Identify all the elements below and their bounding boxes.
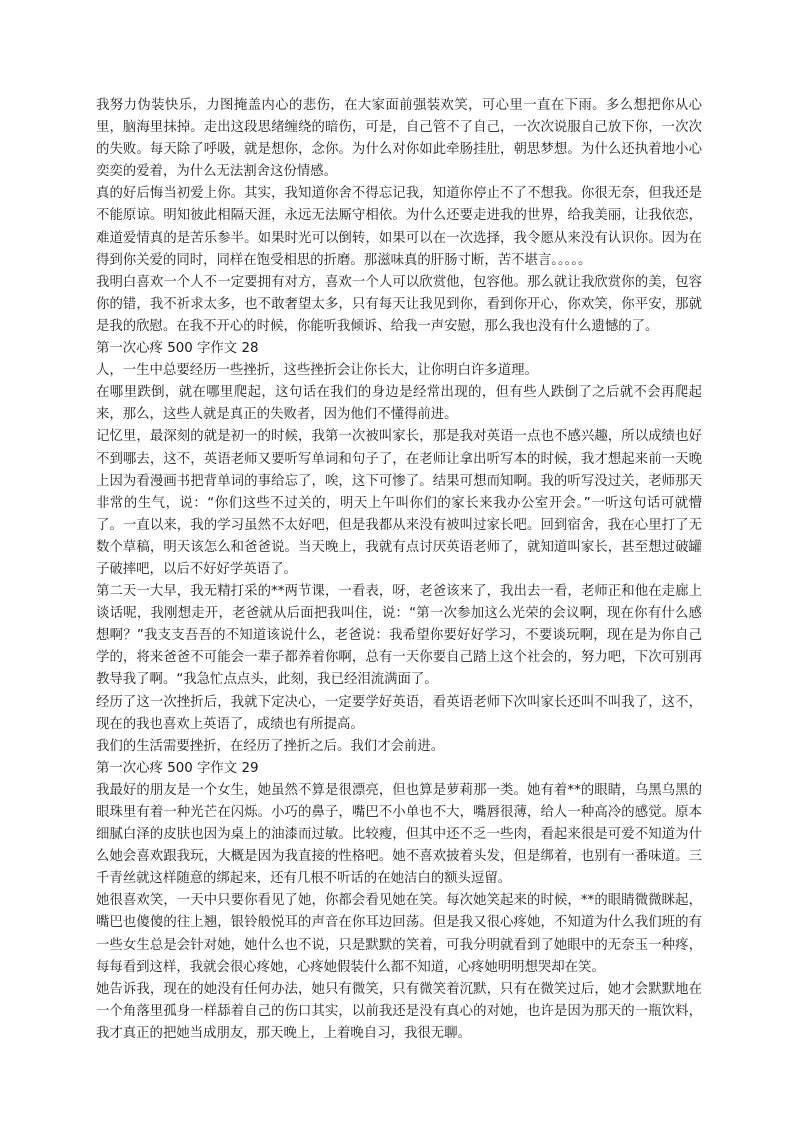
paragraph: 经历了这一次挫折后，我就下定决心，一定要学好英语，看英语老师下次叫家长还叫不叫我了，这不，现在的我也喜欢上英语了，成绩也有所提高。 xyxy=(96,694,702,732)
paragraph: 在哪里跌倒，就在哪里爬起，这句话在我们的身边是经常出现的，但有些人跌倒了之后就不会再爬起来，那么，这些人就是真正的失败者，因为他们不懂得前进。 xyxy=(96,385,702,423)
paragraph: 她很喜欢笑，一天中只要你看见了她，你都会看见她在笑。每次她笑起来的时候，**的眼睛微微眯起，嘴巴也傻傻的往上翘，银铃般悦耳的声音在你耳边回荡。但是我又很心疼她，不知道为什么我们班的有一些女生总是会针对她，她什么也不说，只是默默的笑着，可我分明就看到了她眼中的无奈玉一种疼，每每看到这样，我就会很心疼她，心疼她假装什么都不知道，心疼她明明想哭却在笑。 xyxy=(96,893,702,975)
paragraph: 第二天一大早，我无精打采的**两节课，一看表，呀，老爸该来了，我出去一看，老师正和他在走廊上谈话呢，我刚想走开，老爸就从后面把我叫住，说：“第一次参加这么光荣的会议啊，现在你有什么感想啊？”我支支吾吾的不知道该说什么，老爸说：我希望你要好好学习，不要谈玩啊，现在是为你自己学的，将来爸爸不可能会一辈子都养着你啊，总有一天你要自己踏上这个社会的，努力吧，下次可别再教导我了啊。“我急忙点点头，此刻，我已经泪流满面了。 xyxy=(96,584,702,688)
paragraph: 我明白喜欢一个人不一定要拥有对方，喜欢一个人可以欣赏他，包容他。那么就让我欣赏你的美，包容你的错，我不祈求太多，也不敢奢望太多，只有每天让我见到你，看到你开心，你欢笑，你平安，那就是我的欣慰。在我不开心的时候，你能听我倾诉、给我一声安慰，那么我也没有什么遗憾的了。 xyxy=(96,274,702,334)
section-heading: 第一次心疼 500 字作文 28 xyxy=(96,341,259,357)
paragraph: 真的好后悔当初爱上你。其实，我知道你舍不得忘记我，知道你停止不了不想我。你很无奈，但我还是不能原谅。明知彼此相隔天涯，永远无法厮守相依。为什么还要走进我的世界，给我美丽，让我依恋，难道爱情真的是苦乐参半。如果时光可以倒转，如果可以在一次选择，我令愿从来没有认识你。因为在得到你关爱的同时，同样在饱受相思的折磨。那滋味真的肝肠寸断，苦不堪言。。。。。 xyxy=(96,186,702,268)
paragraph: 记忆里，最深刻的就是初一的时候，我第一次被叫家长，那是我对英语一点也不感兴趣，所以成绩也好不到哪去，这不，英语老师又要听写单词和句子了，在老师让拿出听写本的时候，我才想起来前一天晚上因为看漫画书把背单词的事给忘了，唉，这下可惨了。结果可想而知啊。我的听写没过关，老师那天非常的生气，说：“你们这些不过关的，明天上午叫你们的家长来我办公室开会。”一听这句话可就懵了。一直以来，我的学习虽然不太好吧，但是我都从来没有被叫过家长吧。回到宿舍，我在心里打了无数个草稿，明天该怎么和爸爸说。当天晚上，我就有点讨厌英语老师了，就知道叫家长，甚至想过破罐子破摔吧，以后不好好学英语了。 xyxy=(96,429,702,577)
paragraph: 人，一生中总要经历一些挫折，这些挫折会让你长大，让你明白许多道理。 xyxy=(96,363,538,379)
paragraph: 我最好的朋友是一个女生，她虽然不算是很漂亮，但也算是萝莉那一类。她有着**的眼睛，乌黑乌黑的眼珠里有着一种光芒在闪烁。小巧的鼻子，嘴巴不小单也不大，嘴唇很薄，给人一种高冷的感觉。原本细腻白泽的皮肤也因为桌上的油漆而过敏。比较瘦，但其中还不乏一些肉，看起来很是可爱不知道为什么她会喜欢跟我玩，大概是因为我直接的性格吧。她不喜欢披着头发，但是绑着，也别有一番味道。三千青丝就这样随意的绑起来，还有几根不听话的在她洁白的额头逗留。 xyxy=(96,782,702,887)
paragraph: 她告诉我，现在的她没有任何办法，她只有微笑，只有微笑着沉默，只有在微笑过后，她才会默默地在一个角落里孤身一样舔着自己的伤口其实，以前我还是没有真心的对她，也许是因为那天的一瓶饮料，我才真正的把她当成朋友，那天晚上，上着晚自习，我很无聊。 xyxy=(96,981,702,1041)
paragraph: 我们的生活需要挫折，在经历了挫折之后。我们才会前进。 xyxy=(96,738,445,754)
section-heading: 第一次心疼 500 字作文 29 xyxy=(96,760,259,776)
document-body xyxy=(96,95,702,1045)
paragraph: 我努力伪装快乐，力图掩盖内心的悲伤，在大家面前强装欢笑，可心里一直在下雨。多么想把你从心里，脑海里抹掉。走出这段思绪缠绕的暗伤，可是，自己管不了自己，一次次说服自己放下你，一次次的失败。每天除了呼吸，就是想你，念你。为什么对你如此牵肠挂肚，朝思梦想。为什么还执着地小心奕奕的爱着，为什么无法割舍这份情感。 xyxy=(96,98,702,180)
